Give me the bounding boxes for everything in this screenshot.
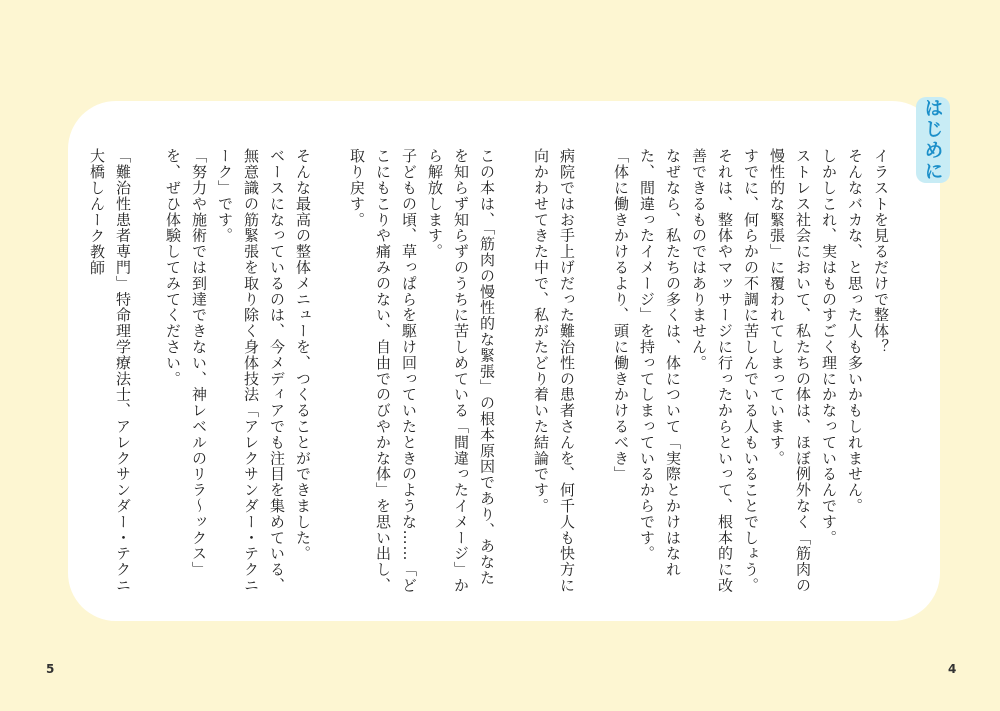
paragraph: 子どもの頃、草っぱらを駆け回っていたときのような……「どこにもこりや痛みのない、自由でのびやかな体」を思い出し、取り戻す。 (348, 148, 418, 594)
paragraph: そんな最高の整体メニューを、つくることができました。 (294, 148, 312, 562)
author-name: 大橋しん (88, 148, 106, 212)
paragraph-emphasis: 「体に働きかけるより、頭に働きかけるべき」 (612, 148, 630, 482)
paragraph: 「努力や施術では到達できない、神レベルのリラ〜ックス」を、ぜひ体験してみてください。 (164, 148, 208, 578)
paragraph: ストレス社会において、私たちの体は、ほぼ例外なく「筋肉の慢性的な緊張」に覆われてしまっています。 (768, 148, 812, 594)
paragraph: なぜなら、私たちの多くは、体について「実際とかけはなれた、間違ったイメージ」を持ってしまっているからです。 (638, 148, 682, 578)
paragraph: すでに、何らかの不調に苦しんでいる人もいることでしょう。 (742, 148, 760, 594)
page-number-right: 4 (948, 662, 957, 676)
paragraph: 病院ではお手上げだった難治性の患者さんを、何千人も快方に向かわせてきた中で、私がたどり着いた結論です。 (532, 148, 576, 594)
paragraph: イラストを見るだけで整体？ (872, 148, 890, 355)
paragraph: ベースになっているのは、今メディアでも注目を集めている、無意識の筋緊張を取り除く身体技法「アレクサンダー・テクニーク」です。 (216, 148, 286, 594)
body-text (88, 148, 894, 600)
paragraph: そんなバカな、と思った人も多いかもしれません。 (846, 148, 864, 514)
paragraph: この本は、「筋肉の慢性的な緊張」の根本原因であり、あなたを知らず知らずのうちに苦しめている「間違ったイメージ」から解放します。 (426, 148, 496, 594)
paragraph: しかしこれ、実はものすごく理にかなっているんです。 (820, 148, 838, 546)
page-number-left: 5 (46, 662, 55, 676)
author-title: 「難治性患者専門」特命理学療法士、アレクサンダー・テクニーク教師 (88, 148, 132, 594)
chapter-heading: はじめに (916, 97, 950, 183)
paragraph: それは、整体やマッサージに行ったからといって、根本的に改善できるものではありません。 (690, 148, 734, 594)
author-credit (84, 148, 136, 600)
